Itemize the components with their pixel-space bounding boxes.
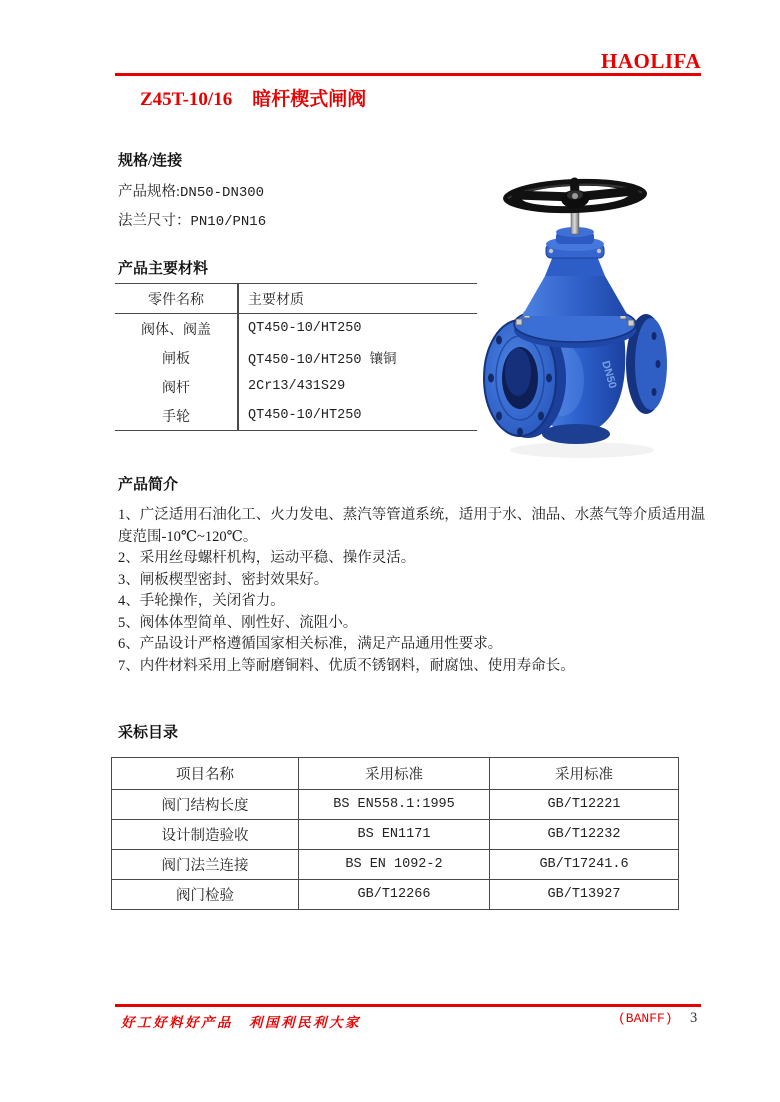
product-photo bbox=[478, 166, 690, 463]
page-title bbox=[140, 84, 366, 111]
footer-slogan: 好工好料好产品 利国利民利大家 bbox=[121, 1015, 361, 1030]
section-heading-specs: 规格/连接 bbox=[118, 153, 183, 169]
column-header: 采用标准 bbox=[490, 758, 679, 790]
section-heading-intro: 产品简介 bbox=[118, 477, 179, 493]
column-header: 主要材质 bbox=[248, 292, 304, 308]
intro-item: 3、闸板楔型密封、密封效果好。 bbox=[118, 571, 329, 588]
header-divider bbox=[115, 73, 701, 76]
valve-stem bbox=[571, 210, 579, 234]
intro-item: 1、广泛适用石油化工、火力发电、蒸汽等管道系统，适用于水、油品、水蒸气等介质适用温度范围-10℃~120℃。 bbox=[118, 507, 706, 545]
footer-divider bbox=[115, 1004, 701, 1007]
standard-cell: GB/T12266 bbox=[299, 880, 490, 910]
spec-value: DN50-DN300 bbox=[180, 185, 265, 201]
table-row bbox=[112, 820, 679, 850]
table-row bbox=[112, 880, 679, 910]
spec-label: 产品规格: bbox=[118, 184, 181, 200]
item-name-cell: 阀门结构长度 bbox=[112, 790, 299, 820]
footer-code: (BANFF) bbox=[618, 1011, 673, 1026]
page-number: 3 bbox=[690, 1010, 698, 1026]
table-header-row bbox=[115, 284, 477, 314]
standard-cell: BS EN558.1:1995 bbox=[299, 790, 490, 820]
item-name-cell: 阀门法兰连接 bbox=[112, 850, 299, 880]
table-row bbox=[112, 850, 679, 880]
spec-line-flange bbox=[118, 209, 266, 230]
material-cell: 2Cr13/431S29 bbox=[248, 379, 346, 394]
product-name: 暗杆楔式闸阀 bbox=[252, 89, 367, 110]
item-name-cell: 设计制造验收 bbox=[112, 820, 299, 850]
intro-list bbox=[118, 505, 716, 677]
table-row bbox=[115, 372, 477, 401]
table-column-divider bbox=[237, 284, 239, 430]
spec-value: PN10/PN16 bbox=[190, 214, 267, 230]
intro-item: 7、内件材料采用上等耐磨铜料、优质不锈钢料，耐腐蚀、使用寿命长。 bbox=[118, 657, 575, 674]
material-cell: QT450-10/HT250 镶铜 bbox=[248, 353, 397, 368]
column-header: 零件名称 bbox=[148, 292, 204, 308]
brand-logo: HAOLIFA bbox=[601, 49, 701, 73]
table-row bbox=[115, 314, 477, 343]
standard-cell: GB/T12221 bbox=[490, 790, 679, 820]
standard-cell: GB/T13927 bbox=[490, 880, 679, 910]
part-name-cell: 手轮 bbox=[162, 409, 190, 425]
standard-cell: GB/T12232 bbox=[490, 820, 679, 850]
standard-cell: BS EN 1092-2 bbox=[299, 850, 490, 880]
part-name-cell: 阀体、阀盖 bbox=[141, 322, 211, 338]
material-cell: QT450-10/HT250 bbox=[248, 408, 362, 423]
part-name-cell: 阀杆 bbox=[162, 380, 190, 396]
table-row bbox=[115, 343, 477, 372]
intro-item: 5、阀体体型简单、刚性好、流阻小。 bbox=[118, 614, 358, 631]
materials-table bbox=[115, 283, 477, 431]
table-row bbox=[115, 401, 477, 430]
part-name-cell: 闸板 bbox=[162, 351, 190, 367]
valve-gland bbox=[545, 227, 605, 276]
intro-item: 4、手轮操作，关闭省力。 bbox=[118, 593, 285, 609]
section-heading-materials: 产品主要材料 bbox=[118, 261, 209, 277]
material-cell: QT450-10/HT250 bbox=[248, 321, 362, 336]
column-header: 采用标准 bbox=[299, 758, 490, 790]
spec-label: 法兰尺寸： bbox=[118, 213, 191, 229]
spec-line-size bbox=[118, 180, 264, 201]
section-heading-standards: 采标目录 bbox=[118, 725, 179, 741]
item-name-cell: 阀门检验 bbox=[112, 880, 299, 910]
standard-cell: BS EN1171 bbox=[299, 820, 490, 850]
valve-bonnet bbox=[522, 276, 628, 316]
standard-cell: GB/T17241.6 bbox=[490, 850, 679, 880]
table-header-row bbox=[112, 758, 679, 790]
table-row bbox=[112, 790, 679, 820]
column-header: 项目名称 bbox=[112, 758, 299, 790]
valve-handwheel bbox=[503, 176, 648, 215]
intro-item: 2、采用丝母螺杆机构，运动平稳、操作灵活。 bbox=[118, 550, 416, 566]
standards-table bbox=[111, 757, 679, 910]
intro-item: 6、产品设计严格遵循国家相关标准，满足产品通用性要求。 bbox=[118, 636, 503, 652]
svg-text:DN50: DN50 bbox=[599, 359, 619, 390]
product-model: Z45T-10/16 bbox=[140, 89, 233, 110]
